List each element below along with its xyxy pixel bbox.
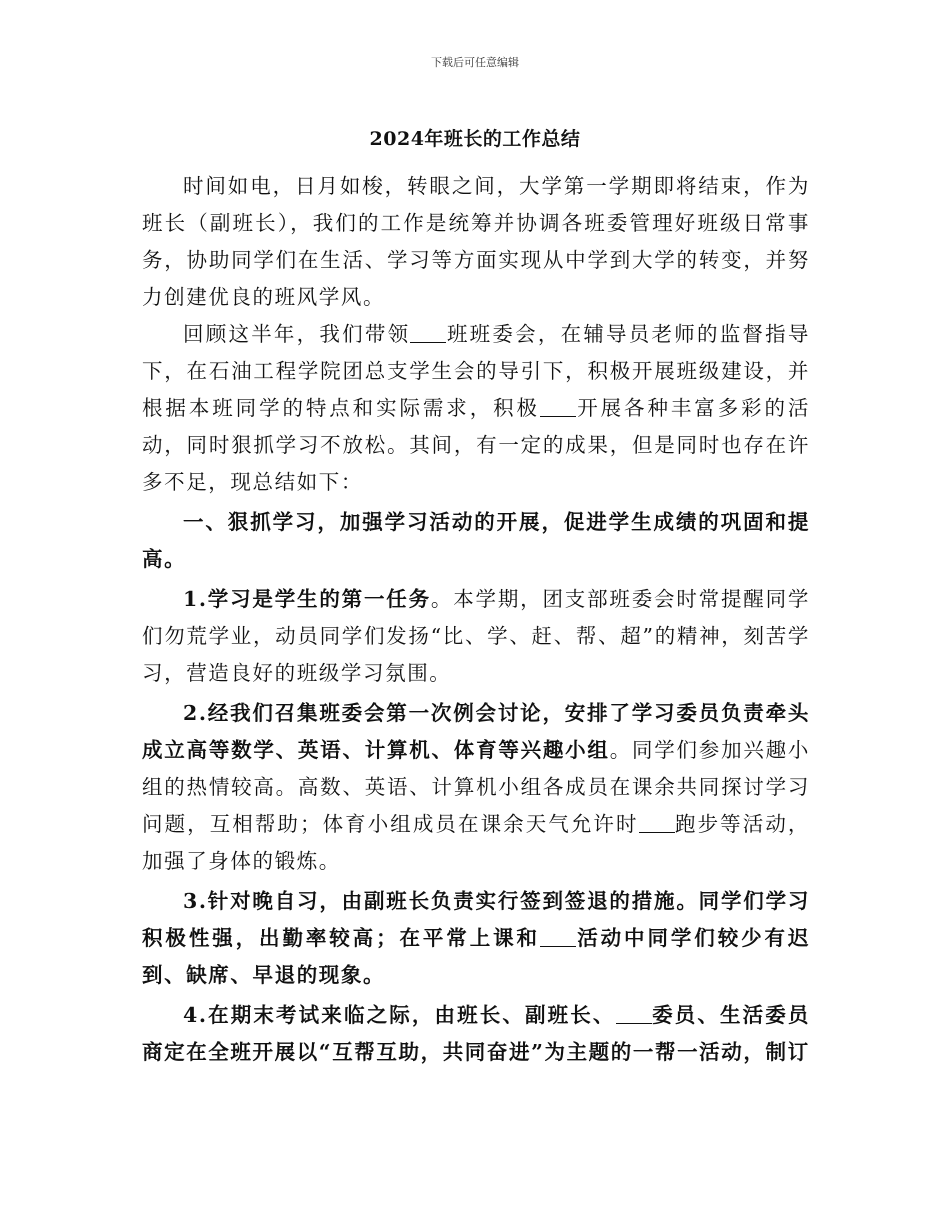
item-3-text-2: 活动中同学们较少有迟到、缺席、早退的现象。: [142, 926, 811, 987]
item-1-lead: 1.学习是学生的第一任务: [183, 587, 431, 611]
paragraph-review: [142, 316, 810, 501]
list-item-4: [142, 997, 810, 1071]
blank-underline: [639, 814, 675, 833]
review-text-1: 回顾这半年，我们带领: [183, 322, 411, 346]
blank-underline: [410, 324, 446, 343]
document-body: [142, 168, 810, 1071]
item-3-text-1: 3.针对晚自习，由副班长负责实行签到签退的措施。同学们学习积极性强，出勤率较高；在平常上课和: [142, 889, 810, 950]
blank-underline: [540, 928, 576, 947]
document-title: 2024年班长的工作总结: [369, 128, 581, 150]
list-item-3: [142, 883, 810, 994]
review-text-3: 开展各种丰富多彩的活动，同时狠抓学习不放松。其间，有一定的成果，但是同时也存在许多不足，现总结如下：: [142, 396, 811, 494]
item-1-text: 。本学期，团支部班委会时常提醒同学们勿荒学业，动员同学们发扬“比、学、赶、帮、超”的精神，刻苦学习，营造良好的班级学习氛围。: [142, 587, 810, 685]
blank-underline: [540, 398, 576, 417]
item-2-lead: 2.经我们召集班委会第一次例会讨论，安排了学习委员负责牵头成立高等数学、英语、计算机、体育等兴趣小组: [142, 701, 810, 762]
item-4-text-2: 委员、生活委员商定在全班开展以“互帮互助，共同奋进”为主题的一帮一活动，制订: [142, 1003, 811, 1064]
section-heading-1: 一、狠抓学习，加强学习活动的开展，促进学生成绩的巩固和提高。: [142, 510, 810, 571]
paragraph-intro: 时间如电，日月如梭，转眼之间，大学第一学期即将结束，作为班长（副班长），我们的工作是统筹并协调各班委管理好班级日常事务，协助同学们在生活、学习等方面实现从中学到大学的转变，并努力创建优良的班风学风。: [142, 174, 810, 309]
item-2-text-1: 。同学们参加兴趣小组的热情较高。高数、英语、计算机小组各成员在课余共同探讨学习问题，互相帮助；体育小组成员在课余天气允许时: [142, 738, 810, 836]
blank-underline: [616, 1005, 652, 1024]
list-item-1: [142, 581, 810, 692]
item-2-text-2: 跑步等活动，加强了身体的锻炼。: [142, 812, 810, 873]
list-item-2: [142, 695, 810, 880]
item-4-text-1: 4.在期末考试来临之际，由班长、副班长、: [183, 1003, 616, 1027]
header-note: 下载后可任意编辑: [431, 56, 519, 69]
review-text-2: 班班委会，在辅导员老师的监督指导下，在石油工程学院团总支学生会的导引下，积极开展班级建设，并根据本班同学的特点和实际需求，积极: [142, 322, 810, 420]
